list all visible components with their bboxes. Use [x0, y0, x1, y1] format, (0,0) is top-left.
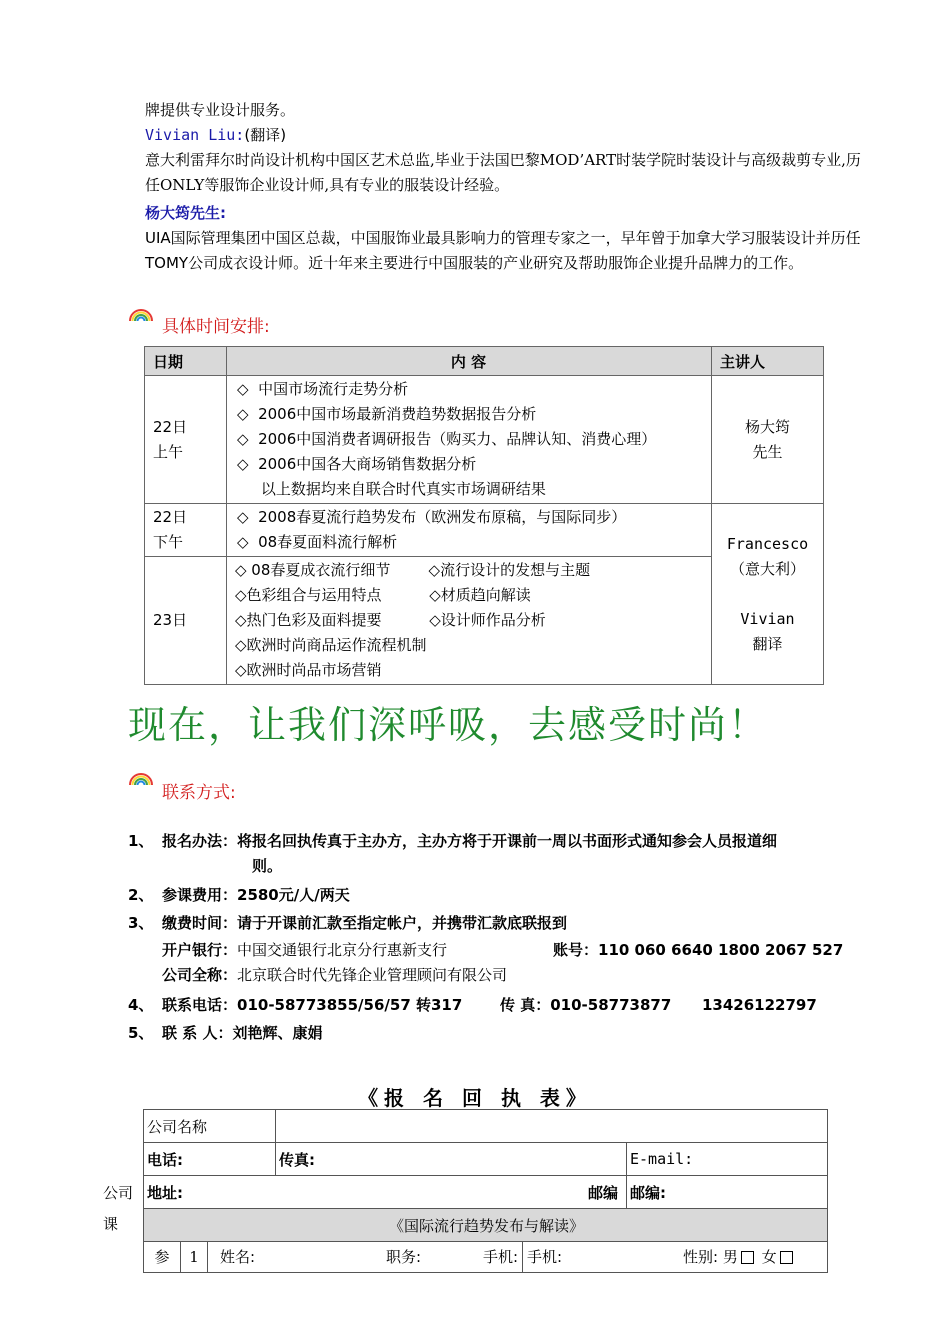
speaker-country: （意大利） [729, 559, 805, 578]
translator-name: Vivian [740, 609, 795, 628]
contact-item-3 [128, 911, 567, 936]
yang-description: UIA国际管理集团中国区总裁，中国服饰业最具影响力的管理专家之一，早年曾于加拿大学习服装设计并历任TOMY公司成衣设计师。近十年来主要进行中国服装的产业研究及帮助服饰企业提升品牌力的工作。 [145, 229, 861, 272]
account-label: 账号： [553, 941, 599, 959]
vivian-heading [145, 124, 286, 145]
content-item: ◇欧洲时尚商品运作流程机制 [235, 636, 427, 654]
fax-line [500, 993, 671, 1018]
header-content: 内 容 [227, 347, 712, 376]
name-field[interactable]: 姓名: [220, 1248, 256, 1266]
address-field[interactable] [144, 1176, 627, 1209]
participant-label: 参 [144, 1242, 181, 1272]
header-speaker: 主讲人 [712, 347, 824, 376]
position-label: 职务: [386, 1248, 422, 1266]
schedule-title: 具体时间安排: [162, 317, 270, 337]
speaker-cell [712, 504, 824, 685]
address-label: 地址: [147, 1183, 183, 1202]
mobile-field[interactable]: 手机: [522, 1242, 675, 1272]
male-checkbox[interactable] [741, 1251, 754, 1264]
content-item: ◇ 08春夏成衣流行细节 ◇流行设计的发想与主题 [235, 561, 591, 579]
contact-item-4 [128, 993, 462, 1018]
speaker-name: Francesco [726, 534, 809, 553]
item-number: 5、 [128, 1024, 154, 1042]
bank-name: 中国交通银行北京分行惠新支行 [237, 941, 448, 959]
item-number: 1、 [128, 832, 154, 850]
contact-item-1-cont: 则。 [252, 857, 283, 875]
schedule-row-2 [145, 504, 824, 557]
contact-item-5 [128, 1021, 322, 1046]
speaker-cell [712, 376, 824, 504]
phone-number: 010-58773855/56/57 转317 [237, 996, 463, 1014]
company-name-field[interactable] [276, 1110, 828, 1143]
registration-form [143, 1109, 828, 1273]
gender-label: 性别: [683, 1248, 719, 1266]
vivian-role: (翻译) [244, 126, 287, 144]
content-item: ◇色彩组合与运用特点 ◇材质趋向解读 [235, 586, 531, 604]
date-cell [145, 557, 227, 685]
fax-number: 010-58773877 [550, 996, 672, 1014]
slogan: 现在，让我们深呼吸，去感受时尚！ [128, 703, 769, 747]
date-day: 22日 [153, 508, 188, 526]
fax-field[interactable]: 传真: [276, 1143, 627, 1176]
date-day: 23日 [153, 611, 188, 629]
phone-label: 联系电话： [162, 996, 238, 1014]
content-item: ◇ 08春夏面料流行解析 [237, 533, 398, 551]
content-cell [227, 557, 712, 685]
bank-line [162, 938, 447, 963]
course-title-cell: 《国际流行趋势发布与解读》 [144, 1209, 828, 1242]
person-label: 联 系 人： [162, 1024, 233, 1042]
position-field[interactable] [374, 1242, 522, 1272]
content-item: ◇ 2008春夏流行趋势发布（欧洲发布原稿，与国际同步） [237, 508, 627, 526]
company-line [162, 963, 507, 988]
item-number: 4、 [128, 996, 154, 1014]
female-checkbox[interactable] [780, 1251, 793, 1264]
speaker-title: 先生 [752, 442, 783, 461]
item-number: 2、 [128, 886, 154, 904]
company-fullname: 北京联合时代先锋企业管理顾问有限公司 [237, 966, 508, 984]
item-text: 缴费时间：请于开课前汇款至指定帐户，并携带汇款底联报到 [162, 914, 568, 932]
schedule-table [144, 346, 824, 685]
date-cell [145, 504, 227, 557]
speaker-name: 杨大筠 [744, 417, 790, 436]
date-period: 上午 [153, 442, 184, 461]
postcode-label: 邮编 [587, 1183, 618, 1202]
contact-item-1 [128, 829, 777, 854]
postcode-field[interactable]: 邮编: [627, 1176, 828, 1209]
company-name-label: 公司名称 [144, 1110, 276, 1143]
side-label-company: 公司 [103, 1184, 134, 1202]
person-names: 刘艳辉、康娟 [232, 1024, 323, 1042]
contact-item-2 [128, 883, 350, 908]
date-day: 22日 [153, 417, 188, 436]
gender-field [675, 1242, 827, 1272]
account-line [553, 938, 843, 963]
account-number: 110 060 6640 1800 2067 527 [598, 941, 844, 959]
yang-heading: 杨大筠先生: [145, 204, 226, 222]
date-cell [145, 376, 227, 504]
company-label: 公司全称： [162, 966, 238, 984]
fax-label: 传 真： [500, 996, 551, 1014]
item-number: 3、 [128, 914, 154, 932]
mobile-number: 13426122797 [702, 996, 817, 1014]
content-cell [227, 376, 712, 504]
email-field[interactable]: E-mail: [627, 1143, 828, 1176]
female-label: 女 [761, 1248, 777, 1266]
item-text: 参课费用：2580元/人/两天 [162, 886, 350, 904]
bank-label: 开户银行： [162, 941, 238, 959]
vivian-description: 意大利雷拜尔时尚设计机构中国区艺术总监,毕业于法国巴黎MOD’ART时装学院时装设计与高级裁剪专业,历任ONLY等服饰企业设计师,具有专业的服装设计经验。 [145, 151, 861, 194]
item-text: 报名办法：将报名回执传真于主办方，主办方将于开课前一周以书面形式通知参会人员报道细 [162, 832, 778, 850]
participant-index: 1 [181, 1242, 208, 1272]
rainbow-icon [128, 308, 154, 326]
contact-title: 联系方式: [162, 783, 236, 803]
side-label-course: 课 [103, 1215, 119, 1233]
translator-role: 翻译 [752, 634, 783, 653]
form-title: 《报 名 回 执 表》 [358, 1086, 592, 1110]
content-item: ◇欧洲时尚品市场营销 [235, 661, 382, 679]
date-period: 下午 [153, 533, 184, 551]
content-item: ◇ 2006中国各大商场销售数据分析 [237, 455, 477, 473]
content-item: ◇ 2006中国市场最新消费趋势数据报告分析 [237, 405, 537, 423]
intro-line: 牌提供专业设计服务。 [145, 101, 296, 119]
schedule-header-row [145, 347, 824, 376]
content-item: ◇热门色彩及面料提要 ◇设计师作品分析 [235, 611, 546, 629]
header-date: 日期 [145, 347, 227, 376]
phone-field[interactable]: 电话: [144, 1143, 276, 1176]
content-item: ◇ 2006中国消费者调研报告（购买力、品牌认知、消费心理） [237, 430, 657, 448]
rainbow-icon [128, 772, 154, 790]
vivian-name: Vivian Liu: [145, 126, 245, 144]
mobile-label: 手机: [482, 1248, 518, 1266]
schedule-row-1 [145, 376, 824, 504]
content-item: ◇ 中国市场流行走势分析 [237, 380, 409, 398]
content-item: 以上数据均来自联合时代真实市场调研结果 [237, 480, 546, 498]
male-label: 男 [722, 1248, 738, 1266]
participant-row [144, 1242, 828, 1273]
content-cell [227, 504, 712, 557]
